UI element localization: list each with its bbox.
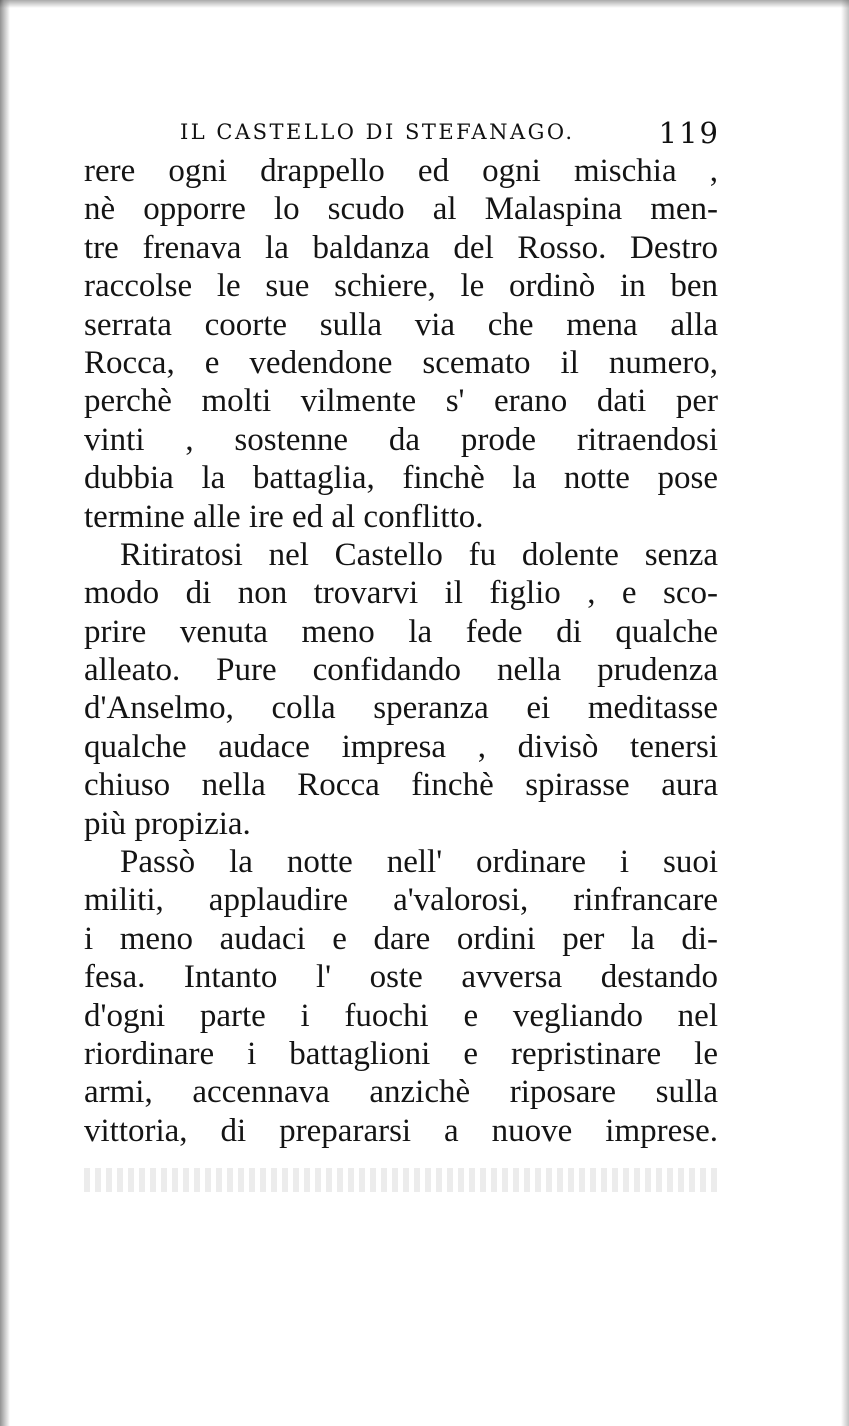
page-number: 119 — [658, 116, 720, 150]
text-line: chiuso nella Rocca finchè spirasse aura — [84, 767, 718, 804]
text-line: i meno audaci e dare ordini per la di- — [84, 920, 718, 957]
text-line: modo di non trovarvi il figlio , e sco- — [84, 575, 718, 612]
text-line: raccolse le sue schiere, le ordinò in ben — [84, 268, 718, 305]
text-line: rere ogni drappello ed ogni mischia , — [84, 153, 718, 189]
text-line: dubbia la battaglia, finchè la notte pose — [84, 460, 718, 497]
text-line: alleato. Pure confidando nella prudenza — [84, 652, 718, 689]
text-line: riordinare i battaglioni e repristinare le — [84, 1035, 718, 1072]
text-line: militi, applaudire a'valorosi, rinfrancare — [84, 882, 718, 919]
text-line: fesa. Intanto l' oste avversa destando — [84, 959, 718, 996]
text-line: vittoria, di prepararsi a nuove imprese. — [84, 1112, 718, 1149]
text-line: d'Anselmo, colla speranza ei meditasse — [84, 690, 718, 727]
text-line: tre frenava la baldanza del Rosso. Destro — [84, 229, 718, 266]
page-top-edge-shadow — [0, 0, 849, 8]
paragraph-end-line: termine alle ire ed al conflitto. — [84, 498, 484, 535]
paragraph-end-line: più propizia. — [84, 805, 251, 842]
text-line: vinti , sostenne da prode ritraendosi — [84, 421, 718, 458]
paragraph-start-line: Ritiratosi nel Castello fu dolente senza — [120, 536, 718, 573]
text-line: d'ogni parte i fuochi e vegliando nel — [84, 997, 718, 1034]
running-header — [180, 116, 720, 156]
text-line: qualche audace impresa , divisò tenersi — [84, 728, 718, 765]
text-line: serrata coorte sulla via che mena alla — [84, 306, 718, 343]
text-line: armi, accennava anzichè riposare sulla — [84, 1074, 718, 1111]
body-text — [84, 152, 718, 1150]
page-left-edge-shadow — [0, 0, 10, 1426]
text-line: perchè molti vilmente s' erano dati per — [84, 383, 718, 420]
text-line: prire venuta meno la fede di qualche — [84, 613, 718, 650]
text-line: Rocca, e vedendone scemato il numero, — [84, 344, 718, 381]
page-right-edge-shadow — [841, 0, 849, 1426]
show-through-bleed — [84, 1168, 718, 1192]
paragraph-start-line: Passò la notte nell' ordinare i suoi — [120, 844, 718, 881]
running-title: IL CASTELLO DI STEFANAGO. — [180, 120, 575, 144]
text-line: nè opporre lo scudo al Malaspina men- — [84, 191, 718, 228]
